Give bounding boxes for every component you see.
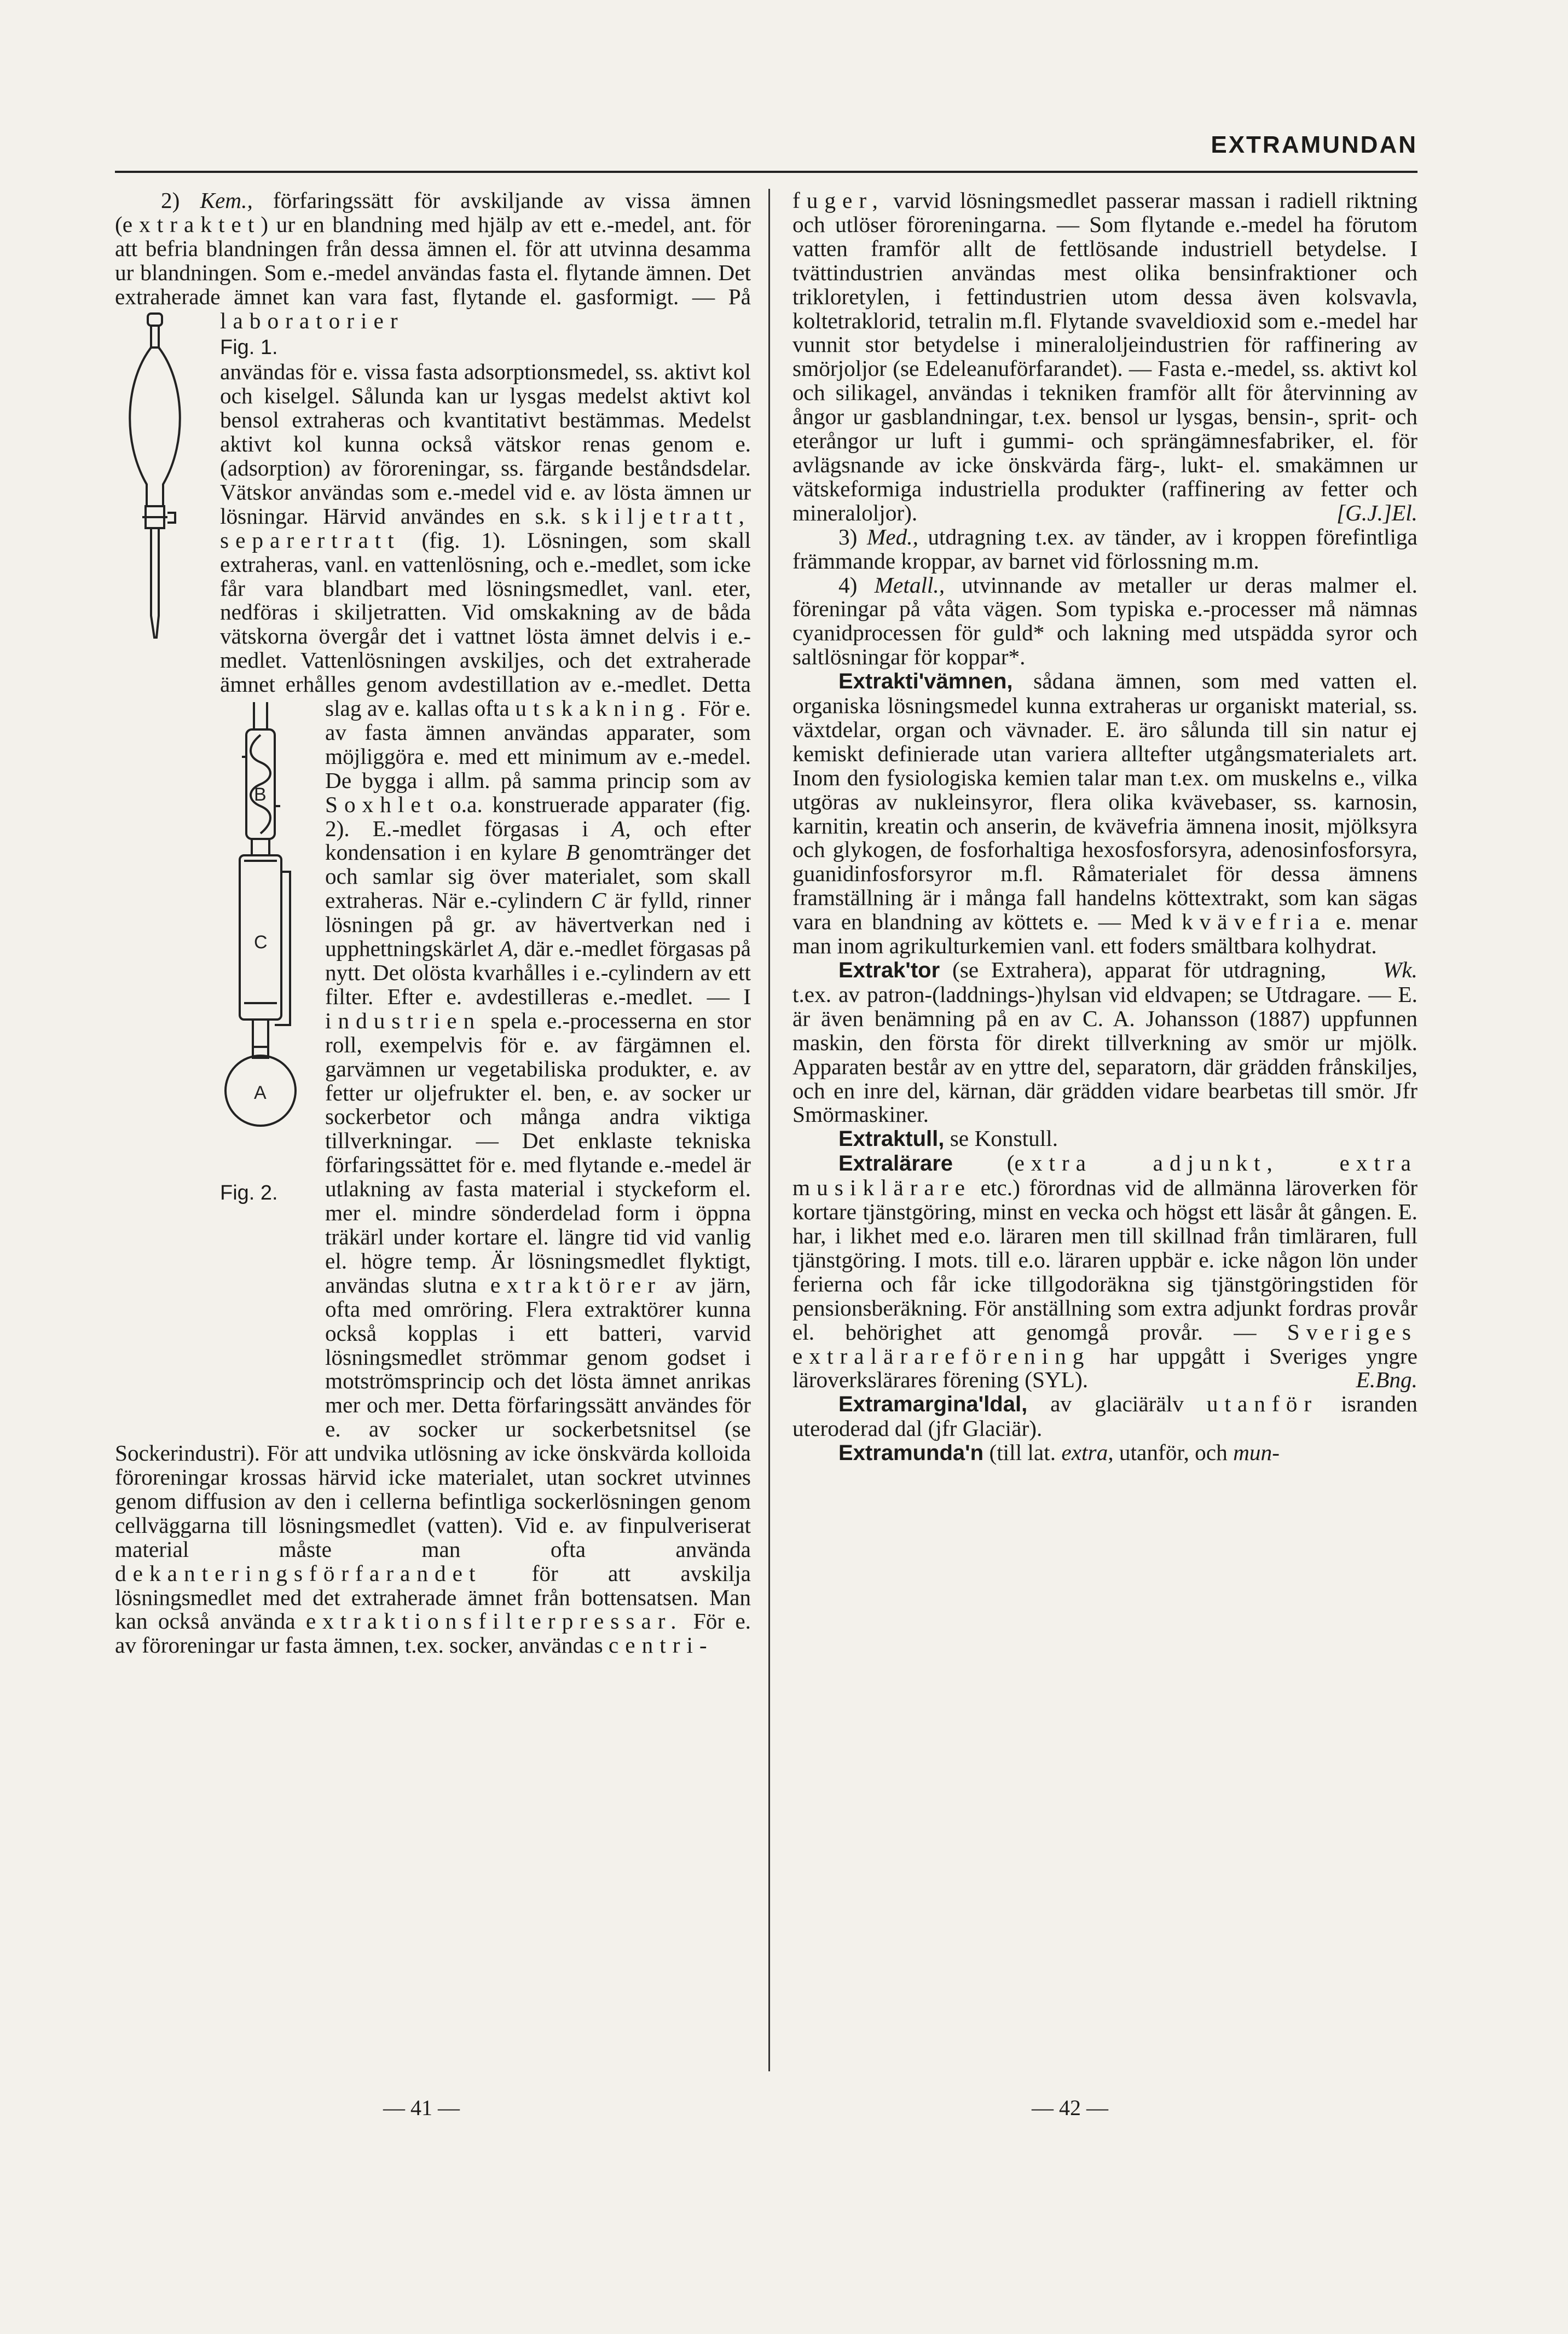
entry-extraktivamnen: Extrakti'vämnen, sådana ämnen, som med vatten el. organiska lösningsmedel kunna extraheras ur organiskt material, ss. växtdelar, organ och vävnader. E. äro sålunda till sin natur ej kemiskt definierade utan variera alltefter utgångsmaterialets art. Inom den fysiologiska kemien talar man t.ex. om muskelns e., vilka utgöras av nukleinsyror, flera olika kvävebaser, ss. karnosin, karnitin, kreatin och anserin, de kvävefria ämnena inosit, mjölksyra och glykogen, de fosforhaltiga hexosfosforsyra, adenosinfosforsyra, guanidinfosforsyror m.fl. Råmaterialet för dessa ämnens framställning är i många fall handelns köttextrakt, som kan sägas vara en blandning av köttets e. — Med kvävefria e. menar man inom agrikulturkemien vanl. ett foders smältbara kolhydrat. Wk. <box>792 668 1417 982</box>
signature-gj-el: [G.J.]El. <box>1336 500 1417 525</box>
entry-extraktull: Extraktull, se Konstull. <box>838 1126 1058 1151</box>
header-rule <box>115 171 1417 173</box>
entry-extramarginaldal: Extramargina'ldal, av glaciärälv utanför isranden uteroderad dal (jfr Glaciär). <box>792 1391 1417 1441</box>
headword: Extraktull, <box>838 1127 945 1151</box>
headword: Extrakti'vämnen, <box>838 669 1013 694</box>
article-extraktion-med: 3) Med., utdragning t.ex. av tänder, av i kroppen förefintliga främmande kroppar, av barnet vid förlossning m.m. <box>792 524 1417 574</box>
fig2-label-a: A <box>254 1082 267 1104</box>
figure-1 <box>115 309 208 960</box>
left-column: 2) Kem., förfaringssätt för avskiljande av vissa ämnen (extraktet) ur en blandning med hjälp av ett e.-medel, ant. för att befria blandningen från dessa ämnen el. för att utvinna desamma ur blandningen. Som e.-medel användas fasta el. flytande ämnen. Det extraherade ämnet kan vara fast, flytande el. gasformigt. — På laboratorier Fig. 1. användas för e. vissa fasta adsorptionsmedel, ss. aktivt kol och kiselgel. Sålunda kan ur lysgas medelst aktivt kol bensol extraheras och kvantitativt bestämmas. Medelst aktivt kol kunna också vätskor renas genom e. (adsorption) av föroreningar, ss. färgande beståndsdelar. Vätskor användas som e.-medel vid e. av lösta ämnen ur lösningar. Härvid användes en s.k. skiljetratt, separertratt (fig. 1). Lösningen, som skall extraheras, vanl. en vattenlösning, och e.-medlet, som icke får vara blandbart med lösningsmedlet, vanl. eter, nedföras i skiljetratten. Vid omskakning av de båda vätskorna övergår det i vattnet lösta ämnet delvis i e.-medlet. Vattenlösningen avskiljes, och det extraherade ämnet erhålles genom avdestillation av e.-medlet. Detta slag av e. kallas ofta utskakning. B C A Fig. 2. För e. av fasta ämnen användas apparater, som möjliggöra e. med ett minimum av e.-medel. De bygga i allm. på samma princip som av Soxhlet o.a. konstruerade apparater (fig. 2). E.-medlet förgasas i A, och efter kondensation i en kylare B genomtränger det och samlar sig över materialet, som skall extraheras. När e.-cylindern C är fylld, rinner lösningen på gr. av hävertverkan ned i upphettningskärlet A, där e.-medlet förgasas på nytt. Det olösta kvarhålles i e.-cylindern av ett filter. Efter e. avdestilleras e.-medlet. — I industrien spela e.-processerna en stor roll, exempelvis för e. av färgämnen el. garvämnen ur vegetabiliska produkter, e. av fetter ur oljefrukter el. ben, e. av socker ur sockerbetor och många andra viktiga tillverkningar. — Det enklaste tekniska förfaringssättet för e. med flytande e.-medel är utlakning av fasta material i styckeform el. mer el. mindre sönderdelad form i öppna träkärl under kortare el. längre tid vid vanlig el. högre temp. Är lösningsmedlet flyktigt, användas slutna extraktörer av järn, ofta med omröring. Flera extraktörer kunna också kopplas i ett batteri, varvid lösningsmedlet strömmar genom godset i motströmsprincip och det lösta ämnet anrikas mer och mer. Detta förfaringssätt användes för e. av socker ur sockerbetsnitsel (se Sockerindustri). För att undvika utlösning av icke önskvärda kolloida föroreningar krossas härvid icke materialet, utan sockret utvinnes genom diffusion av den i cellerna befintliga sockerlösningen genom cellväggarna till lösningsmedlet (vatten). Vid e. av finpulveriserat material måste man ofta använda dekanteringsförfarandet för att avskilja lösningsmedlet med det extraherade ämnet från bottensatsen. Man kan också använda extraktionsfilterpressar. För e. av föroreningar ur fasta ämnen, t.ex. socker, användas centri- <box>115 188 751 1658</box>
entry-extralarare: Extralärare (extra adjunkt, extra musiklärare etc.) förordnas vid de allmänna läroverken för kortare tjänstgöring, minst en vecka och högst ett läsår åt gången. E. har, i likhet med e.o. läraren men till skillnad från timläraren, full tjänstgöring. I mots. till e.o. läraren uppbär e. icke någon lön under ferierna och får icke tillgodoräkna sig tjänstgöringstiden för pensionsberäkning. För anställning som extra adjunkt fordras provår el. behörighet att genomgå provår. — Sveriges extralärareförening har uppgått i Sveriges yngre läroverkslärares förening (SYL). E.Bng. <box>792 1150 1417 1393</box>
headword: Extrak'tor <box>838 958 940 982</box>
fig2-label-c: C <box>254 932 268 953</box>
running-head: EXTRAMUNDAN <box>1211 131 1417 158</box>
page-number-right: — 42 — <box>1032 2095 1108 2120</box>
signature-ebng: E.Bng. <box>1356 1367 1417 1393</box>
entry-extramundan: Extramunda'n (till lat. extra, utanför, och mun- <box>838 1440 1280 1466</box>
article-extraktion-metall: 4) Metall., utvinnande av metaller ur deras malmer el. föreningar på våta vägen. Som typiska e.-processer må nämnas cyanidprocessen för guld* och lakning med utspädda syror och saltlösningar för koppar*. <box>792 572 1417 670</box>
entry-extraktor: Extrak'tor (se Extrahera), apparat för utdragning, t.ex. av patron-(laddnings-)hylsan vid eldvapen; se Utdragare. — E. är även benämning på en av C. A. Johansson (1887) uppfunnen maskin, den första för direkt tillverkning av smör ur mjölk. Apparaten består av en yttre del, separatorn, där grädden frånskiljes, och en inre del, kärnan, där grädden vidare bearbetas till smör. Jfr Smörmaskiner. <box>792 957 1417 1127</box>
soxhlet-extractor-icon <box>220 697 302 1178</box>
column-divider <box>768 189 770 2071</box>
page-number-left: — 41 — <box>383 2095 460 2120</box>
article-extraktion-kem: 2) Kem., förfaringssätt för avskiljande av vissa ämnen (extraktet) ur en blandning med hjälp av ett e.-medel, ant. för att befria blandningen från dessa ämnen el. för att utvinna desamma ur blandningen. Som e.-medel användas fasta el. flytande ämnen. Det extraherade ämnet kan vara fast, flytande el. gasformigt. — På laboratorier <box>115 189 751 333</box>
figure-2 <box>220 697 313 1419</box>
fig1-caption: Fig. 1. <box>220 336 278 360</box>
separatory-funnel-icon <box>115 309 197 648</box>
fig2-label-b: B <box>254 784 267 806</box>
right-column <box>792 189 1417 1466</box>
headword: Extramunda'n <box>838 1441 984 1466</box>
headword: Extramargina'ldal, <box>838 1392 1028 1417</box>
signature-wk: Wk. <box>1382 957 1417 982</box>
headword: Extralärare <box>838 1151 953 1176</box>
fig2-caption: Fig. 2. <box>220 1182 278 1205</box>
article-extraktion-cont: fuger, varvid lösningsmedlet passerar massan i radiell riktning och utlöser föroreningarna. — Som flytande e.-medel ha förutom vatten framför allt de fettlösande industriell betydelse. I tvättindustrien användas mest olika bensinfraktioner och trikloretylen, i fettindustrien utom dessa även kolsvavla, koltetraklorid, tetralin m.fl. Flytande svaveldioxid som e.-medel har vunnit stor betydelse i mineraloljeindustrien för raffinering av smörjoljor (se Edeleanuförfarandet). — Fasta e.-medel, ss. aktivt kol och silikagel, användas i tekniken framför allt för återvinning av ångor ur gasblandningar, t.ex. bensol ur lysgas, bensin-, sprit- och eterångor ur luft i gummi- och sprängämnesfabriker, el. för avlägsnande av icke önskvärda färg-, lukt- el. smakämnen ur vätskeformiga industriella produkter (raffinering av fetter och mineraloljor). [G.J.]El. <box>792 188 1417 525</box>
